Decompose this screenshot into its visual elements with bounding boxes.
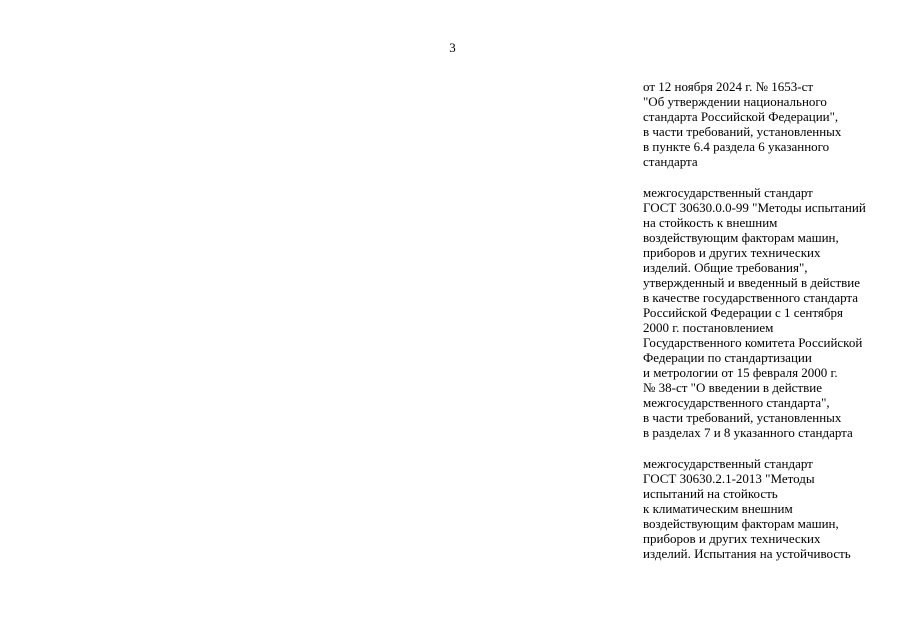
text-line: воздействующим факторам машин,: [643, 516, 839, 531]
text-line: Государственного комитета Российской: [643, 335, 863, 350]
text-line: воздействующим факторам машин,: [643, 230, 839, 245]
text-line: межгосударственного стандарта",: [643, 395, 830, 410]
text-line: межгосударственный стандарт: [643, 185, 813, 200]
text-line: ГОСТ 30630.2.1-2013 "Методы: [643, 471, 815, 486]
text-line: "Об утверждении национального: [643, 94, 827, 109]
text-line: к климатическим внешним: [643, 501, 793, 516]
text-block-order-reference: [643, 79, 901, 169]
text-line: утвержденный и введенный в действие: [643, 275, 861, 290]
text-line: Федерации по стандартизации: [643, 350, 812, 365]
text-line: № 38-ст "О введении в действие: [643, 380, 822, 395]
text-line: ГОСТ 30630.0.0-99 "Методы испытаний: [643, 200, 866, 215]
text-line: Российской Федерации с 1 сентября: [643, 305, 843, 320]
text-line: в пункте 6.4 раздела 6 указанного: [643, 139, 830, 154]
text-line: 2000 г. постановлением: [643, 320, 774, 335]
text-line: испытаний на стойкость: [643, 486, 778, 501]
text-line: в качестве государственного стандарта: [643, 290, 859, 305]
text-block-gost-30630-2-1-2013: [643, 456, 901, 561]
text-line: межгосударственный стандарт: [643, 456, 813, 471]
text-line: в части требований, установленных: [643, 124, 842, 139]
text-line: и метрологии от 15 февраля 2000 г.: [643, 365, 838, 380]
text-line: приборов и других технических: [643, 245, 821, 260]
text-line: в разделах 7 и 8 указанного стандарта: [643, 425, 853, 440]
text-line: в части требований, установленных: [643, 410, 842, 425]
text-line: стандарта Российской Федерации",: [643, 109, 839, 124]
text-line: приборов и других технических: [643, 531, 821, 546]
text-line: изделий. Испытания на устойчивость: [643, 546, 851, 561]
text-line: изделий. Общие требования",: [643, 260, 808, 275]
text-line: от 12 ноября 2024 г. № 1653-ст: [643, 79, 814, 94]
text-line: на стойкость к внешним: [643, 215, 778, 230]
text-line: стандарта: [643, 154, 698, 169]
page-number: 3: [449, 40, 456, 55]
text-block-gost-30630-0-0-99: [643, 185, 901, 440]
document-text-column: [643, 79, 901, 577]
